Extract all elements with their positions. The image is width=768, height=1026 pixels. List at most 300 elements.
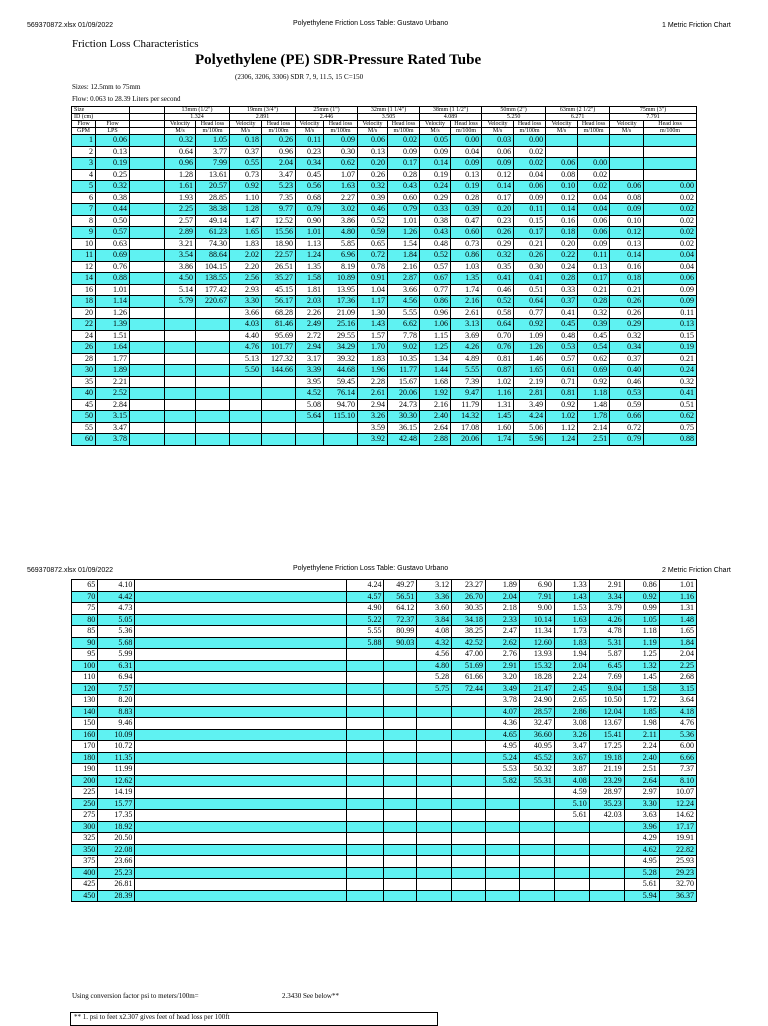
- gpm-cell: 60: [72, 434, 96, 446]
- value-cell: 1.18: [578, 388, 610, 400]
- table-row: [72, 353, 697, 365]
- value-cell: 5.10: [554, 798, 589, 810]
- subtitle: (2306, 3206, 3306) SDR 7, 9, 11.5, 15 C=150: [235, 73, 364, 81]
- value-cell: [384, 729, 417, 741]
- value-cell: 0.78: [358, 261, 388, 273]
- value-cell: [230, 434, 262, 446]
- value-cell: 2.04: [486, 591, 520, 603]
- value-cell: 17.25: [589, 741, 624, 753]
- spacer: [130, 273, 165, 285]
- value-cell: 0.32: [165, 135, 196, 147]
- value-cell: 0.15: [514, 215, 546, 227]
- table-row: [72, 614, 697, 626]
- value-cell: 3.47: [554, 741, 589, 753]
- value-cell: 2.33: [486, 614, 520, 626]
- value-cell: 19.91: [659, 833, 696, 845]
- value-cell: 0.26: [262, 135, 296, 147]
- value-cell: [519, 856, 554, 868]
- value-cell: 0.12: [482, 169, 514, 181]
- value-cell: 0.26: [610, 307, 644, 319]
- value-cell: [347, 856, 384, 868]
- value-cell: 38.38: [196, 204, 230, 216]
- value-cell: [384, 821, 417, 833]
- value-cell: 1.43: [554, 591, 589, 603]
- value-cell: 0.88: [644, 434, 697, 446]
- value-cell: [452, 775, 486, 787]
- value-cell: 0.26: [358, 169, 388, 181]
- value-cell: 1.54: [388, 238, 420, 250]
- value-cell: [417, 706, 452, 718]
- gpm-cell: 11: [72, 250, 96, 262]
- size-header: 38mm (1 1/2"): [420, 107, 482, 114]
- spacer: [135, 821, 347, 833]
- size-header: 75mm (3"): [610, 107, 697, 114]
- value-cell: 20.57: [196, 181, 230, 193]
- value-cell: 51.69: [452, 660, 486, 672]
- value-cell: 2.49: [296, 319, 324, 331]
- value-cell: 0.57: [420, 261, 451, 273]
- value-cell: 0.11: [296, 135, 324, 147]
- table-row: [72, 434, 697, 446]
- gpm-cell: 65: [72, 580, 98, 592]
- value-cell: [589, 821, 624, 833]
- value-cell: 0.06: [578, 227, 610, 239]
- value-cell: 3.30: [624, 798, 659, 810]
- value-cell: 1.47: [230, 215, 262, 227]
- value-cell: 2.56: [230, 273, 262, 285]
- value-cell: 4.08: [417, 626, 452, 638]
- value-cell: [452, 867, 486, 879]
- value-cell: [347, 764, 384, 776]
- value-cell: [347, 683, 384, 695]
- value-cell: 3.86: [324, 215, 358, 227]
- spacer: [135, 718, 347, 730]
- table-row: [72, 591, 697, 603]
- value-cell: 5.88: [347, 637, 384, 649]
- value-cell: 0.20: [546, 238, 578, 250]
- value-cell: [347, 752, 384, 764]
- lps-cell: 0.06: [96, 135, 130, 147]
- spacer: [130, 365, 165, 377]
- value-cell: 4.65: [486, 729, 520, 741]
- value-cell: 0.04: [451, 146, 482, 158]
- gpm-cell: 9: [72, 227, 96, 239]
- value-cell: [230, 422, 262, 434]
- lps-cell: 6.31: [98, 660, 135, 672]
- value-cell: 0.09: [324, 135, 358, 147]
- id-label: ID (cm): [72, 114, 130, 121]
- value-cell: [384, 787, 417, 799]
- value-cell: 0.51: [514, 284, 546, 296]
- value-cell: 1.46: [514, 353, 546, 365]
- value-cell: 9.77: [262, 204, 296, 216]
- gpm-cell: 18: [72, 296, 96, 308]
- value-cell: 2.62: [486, 637, 520, 649]
- value-cell: [347, 867, 384, 879]
- gpm-cell: 200: [72, 775, 98, 787]
- value-cell: 3.87: [554, 764, 589, 776]
- value-cell: 1.12: [546, 422, 578, 434]
- gpm-cell: 22: [72, 319, 96, 331]
- value-cell: 0.32: [610, 330, 644, 342]
- value-cell: 0.64: [165, 146, 196, 158]
- value-cell: 59.45: [324, 376, 358, 388]
- value-cell: 64.12: [384, 603, 417, 615]
- value-cell: 0.09: [482, 158, 514, 170]
- spacer: [130, 353, 165, 365]
- value-cell: 8.10: [659, 775, 696, 787]
- value-cell: [324, 434, 358, 446]
- value-cell: 0.16: [546, 215, 578, 227]
- value-cell: 0.62: [644, 411, 697, 423]
- value-cell: [417, 752, 452, 764]
- value-cell: 72.37: [384, 614, 417, 626]
- value-cell: 115.10: [324, 411, 358, 423]
- value-cell: 13.61: [196, 169, 230, 181]
- lps-cell: 5.68: [98, 637, 135, 649]
- value-cell: 2.14: [578, 422, 610, 434]
- flow-range: Flow: 0.063 to 28.39 Liters per second: [72, 95, 181, 103]
- value-cell: 0.26: [514, 250, 546, 262]
- lps-cell: 26.81: [98, 879, 135, 891]
- value-cell: 5.24: [486, 752, 520, 764]
- gpm-cell: 45: [72, 399, 96, 411]
- value-cell: 11.34: [519, 626, 554, 638]
- value-cell: 14.62: [659, 810, 696, 822]
- value-cell: [417, 729, 452, 741]
- headloss-label: Head loss: [578, 121, 610, 128]
- value-cell: 0.48: [420, 238, 451, 250]
- gpm-cell: 55: [72, 422, 96, 434]
- value-cell: 1.02: [482, 376, 514, 388]
- value-cell: 3.78: [486, 695, 520, 707]
- table-row: [72, 879, 697, 891]
- value-cell: 5.55: [451, 365, 482, 377]
- value-cell: 5.53: [486, 764, 520, 776]
- table-row: [72, 787, 697, 799]
- headloss-label: Head loss: [324, 121, 358, 128]
- value-cell: 5.06: [514, 422, 546, 434]
- value-cell: 0.79: [296, 204, 324, 216]
- value-cell: 4.24: [514, 411, 546, 423]
- value-cell: 0.00: [644, 181, 697, 193]
- value-cell: 0.14: [546, 204, 578, 216]
- value-cell: 25.93: [659, 856, 696, 868]
- value-cell: 0.02: [644, 227, 697, 239]
- value-cell: 72.44: [452, 683, 486, 695]
- sizes-range: Sizes: 12.5mm to 75mm: [72, 83, 141, 91]
- spacer: [130, 307, 165, 319]
- value-cell: 2.26: [296, 307, 324, 319]
- size-label: Size: [72, 107, 130, 114]
- value-cell: 2.19: [514, 376, 546, 388]
- table-row: [72, 649, 697, 661]
- value-cell: [610, 146, 644, 158]
- value-cell: 0.06: [578, 215, 610, 227]
- table-row: [72, 215, 697, 227]
- value-cell: 5.94: [624, 890, 659, 902]
- spacer: [130, 411, 165, 423]
- value-cell: 0.58: [482, 307, 514, 319]
- value-cell: 3.96: [624, 821, 659, 833]
- value-cell: 0.33: [546, 284, 578, 296]
- value-cell: [452, 833, 486, 845]
- value-cell: [165, 307, 196, 319]
- value-cell: 3.08: [554, 718, 589, 730]
- value-cell: 0.32: [644, 376, 697, 388]
- value-cell: 5.28: [417, 672, 452, 684]
- value-cell: [347, 833, 384, 845]
- gpm-cell: 5: [72, 181, 96, 193]
- ms-label: M/s: [546, 128, 578, 135]
- value-cell: 1.17: [358, 296, 388, 308]
- value-cell: [554, 833, 589, 845]
- value-cell: 2.64: [624, 775, 659, 787]
- value-cell: 10.50: [589, 695, 624, 707]
- value-cell: [417, 764, 452, 776]
- value-cell: 1.28: [165, 169, 196, 181]
- value-cell: 0.41: [514, 273, 546, 285]
- value-cell: 138.55: [196, 273, 230, 285]
- value-cell: 0.71: [546, 376, 578, 388]
- value-cell: 0.10: [610, 215, 644, 227]
- value-cell: [589, 844, 624, 856]
- spacer: [135, 660, 347, 672]
- value-cell: 49.27: [384, 580, 417, 592]
- value-cell: 5.61: [554, 810, 589, 822]
- id-value: 6.271: [546, 114, 610, 121]
- value-cell: 17.36: [324, 296, 358, 308]
- lps-cell: 23.66: [98, 856, 135, 868]
- value-cell: 0.13: [451, 169, 482, 181]
- value-cell: 6.62: [388, 319, 420, 331]
- value-cell: 0.06: [644, 273, 697, 285]
- value-cell: [347, 821, 384, 833]
- value-cell: 0.72: [358, 250, 388, 262]
- value-cell: 0.34: [610, 342, 644, 354]
- value-cell: 0.43: [388, 181, 420, 193]
- value-cell: 0.92: [624, 591, 659, 603]
- value-cell: 3.84: [417, 614, 452, 626]
- value-cell: 0.24: [644, 365, 697, 377]
- value-cell: 1.58: [296, 273, 324, 285]
- value-cell: 2.72: [296, 330, 324, 342]
- value-cell: 15.32: [519, 660, 554, 672]
- gpm-cell: 85: [72, 626, 98, 638]
- value-cell: 0.04: [644, 261, 697, 273]
- value-cell: 3.47: [262, 169, 296, 181]
- value-cell: [589, 833, 624, 845]
- value-cell: 3.63: [624, 810, 659, 822]
- spacer: [135, 637, 347, 649]
- value-cell: 9.00: [519, 603, 554, 615]
- table-row: [72, 365, 697, 377]
- spacer: [135, 752, 347, 764]
- value-cell: [347, 775, 384, 787]
- value-cell: 10.35: [388, 353, 420, 365]
- value-cell: 0.02: [514, 158, 546, 170]
- value-cell: [417, 890, 452, 902]
- value-cell: 0.08: [610, 192, 644, 204]
- value-cell: 24.90: [519, 695, 554, 707]
- value-cell: 2.68: [659, 672, 696, 684]
- value-cell: 12.04: [589, 706, 624, 718]
- value-cell: 0.08: [546, 169, 578, 181]
- ms-label: M/s: [610, 128, 644, 135]
- table-row: [72, 227, 697, 239]
- conversion-box: ** 1. psi to feet x2.307 gives feet of head loss per 100ft: [70, 1012, 438, 1026]
- value-cell: 0.81: [546, 388, 578, 400]
- value-cell: 2.93: [230, 284, 262, 296]
- size-header: 25mm (1"): [296, 107, 358, 114]
- value-cell: 3.15: [659, 683, 696, 695]
- value-cell: [262, 434, 296, 446]
- value-cell: [384, 660, 417, 672]
- value-cell: [384, 844, 417, 856]
- table-row: [72, 135, 697, 147]
- value-cell: 1.74: [482, 434, 514, 446]
- value-cell: [384, 890, 417, 902]
- gpm-cell: 6: [72, 192, 96, 204]
- value-cell: [165, 411, 196, 423]
- value-cell: 0.57: [546, 353, 578, 365]
- gpm-cell: 325: [72, 833, 98, 845]
- value-cell: [347, 844, 384, 856]
- conversion-value: 2.3430 See below**: [282, 992, 339, 1000]
- value-cell: [347, 798, 384, 810]
- value-cell: 1.16: [482, 388, 514, 400]
- value-cell: 0.09: [420, 146, 451, 158]
- spacer: [135, 867, 347, 879]
- value-cell: [417, 695, 452, 707]
- value-cell: 2.25: [165, 204, 196, 216]
- velocity-label: Velocity: [420, 121, 451, 128]
- value-cell: 0.14: [420, 158, 451, 170]
- velocity-label: Velocity: [546, 121, 578, 128]
- value-cell: 0.09: [578, 238, 610, 250]
- value-cell: 88.64: [196, 250, 230, 262]
- lps-cell: 8.20: [98, 695, 135, 707]
- value-cell: [347, 649, 384, 661]
- lps-cell: 5.36: [98, 626, 135, 638]
- value-cell: 1.96: [358, 365, 388, 377]
- value-cell: 0.92: [546, 399, 578, 411]
- value-cell: 0.52: [420, 250, 451, 262]
- value-cell: [384, 867, 417, 879]
- lps-cell: 8.83: [98, 706, 135, 718]
- value-cell: 2.11: [624, 729, 659, 741]
- value-cell: 1.03: [451, 261, 482, 273]
- value-cell: 2.40: [420, 411, 451, 423]
- value-cell: [554, 890, 589, 902]
- lps-cell: 3.15: [96, 411, 130, 423]
- value-cell: 0.92: [230, 181, 262, 193]
- value-cell: 1.84: [659, 637, 696, 649]
- value-cell: [452, 741, 486, 753]
- velocity-label: Velocity: [482, 121, 514, 128]
- lps-cell: 4.10: [98, 580, 135, 592]
- value-cell: [196, 342, 230, 354]
- table-row: [72, 741, 697, 753]
- value-cell: 1.04: [358, 284, 388, 296]
- header-right: 1 Metric Friction Chart: [662, 22, 731, 29]
- value-cell: 2.03: [296, 296, 324, 308]
- value-cell: 3.59: [358, 422, 388, 434]
- spacer: [130, 434, 165, 446]
- value-cell: 0.59: [610, 399, 644, 411]
- value-cell: [165, 342, 196, 354]
- value-cell: 1.24: [296, 250, 324, 262]
- value-cell: 22.82: [659, 844, 696, 856]
- value-cell: [644, 169, 697, 181]
- value-cell: 0.13: [358, 146, 388, 158]
- spacer: [130, 376, 165, 388]
- value-cell: 1.01: [296, 227, 324, 239]
- value-cell: 4.08: [554, 775, 589, 787]
- spacer: [135, 580, 347, 592]
- value-cell: [452, 879, 486, 891]
- value-cell: [554, 821, 589, 833]
- value-cell: 1.83: [230, 238, 262, 250]
- value-cell: 0.04: [514, 169, 546, 181]
- value-cell: 9.04: [589, 683, 624, 695]
- value-cell: 4.80: [417, 660, 452, 672]
- value-cell: 0.33: [420, 204, 451, 216]
- value-cell: 0.70: [482, 330, 514, 342]
- value-cell: 1.28: [230, 204, 262, 216]
- value-cell: 6.90: [519, 580, 554, 592]
- value-cell: 1.45: [482, 411, 514, 423]
- flow-label: Flow: [96, 121, 130, 128]
- value-cell: 3.60: [417, 603, 452, 615]
- value-cell: [196, 365, 230, 377]
- value-cell: 3.20: [486, 672, 520, 684]
- value-cell: 0.09: [514, 192, 546, 204]
- value-cell: 2.27: [324, 192, 358, 204]
- gpm-cell: 275: [72, 810, 98, 822]
- table-row: [72, 204, 697, 216]
- spacer: [135, 879, 347, 891]
- value-cell: 22.57: [262, 250, 296, 262]
- value-cell: 1.72: [624, 695, 659, 707]
- spacer: [130, 107, 165, 114]
- value-cell: 12.52: [262, 215, 296, 227]
- value-cell: 0.24: [546, 261, 578, 273]
- page-title: Polyethylene (PE) SDR-Pressure Rated Tube: [195, 52, 482, 68]
- ms-label: M/s: [165, 128, 196, 135]
- value-cell: [519, 890, 554, 902]
- spacer: [130, 319, 165, 331]
- value-cell: 0.79: [388, 204, 420, 216]
- value-cell: [384, 764, 417, 776]
- m100-label: m/100m: [388, 128, 420, 135]
- velocity-label: Velocity: [296, 121, 324, 128]
- value-cell: 3.13: [451, 319, 482, 331]
- value-cell: 1.05: [196, 135, 230, 147]
- value-cell: 0.17: [578, 273, 610, 285]
- value-cell: 0.21: [514, 238, 546, 250]
- value-cell: [384, 718, 417, 730]
- gpm-cell: 250: [72, 798, 98, 810]
- gpm-cell: 150: [72, 718, 98, 730]
- spacer: [130, 169, 165, 181]
- value-cell: [486, 856, 520, 868]
- value-cell: 1.81: [296, 284, 324, 296]
- value-cell: 0.02: [578, 169, 610, 181]
- value-cell: 11.79: [451, 399, 482, 411]
- spacer: [130, 399, 165, 411]
- table-row: [72, 273, 697, 285]
